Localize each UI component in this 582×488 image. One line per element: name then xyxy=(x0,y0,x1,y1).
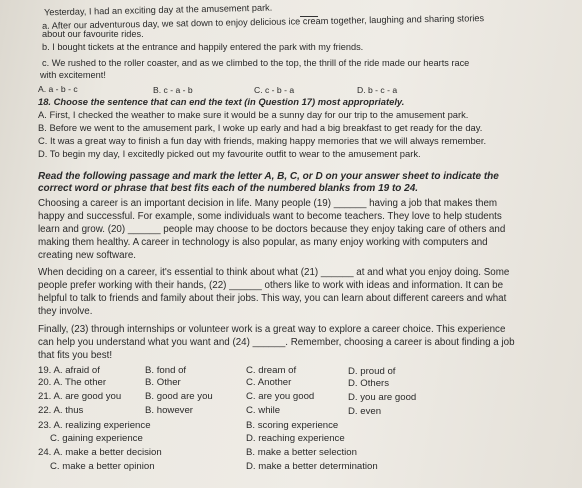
q23-option-d: D. reaching experience xyxy=(246,433,345,444)
q20-option-d: D. Others xyxy=(348,378,390,389)
passage-line-3: learn and grow. (20) ______ people may choose to be doctors because they enjoy taking care of others and xyxy=(38,224,506,235)
q21-option-d: D. you are good xyxy=(348,392,417,403)
q21-option-a: 21. A. are good you xyxy=(38,391,122,402)
q23-option-a: 23. A. realizing experience xyxy=(38,420,151,431)
q21-option-b: B. good are you xyxy=(145,391,213,402)
passage-line-9: they involve. xyxy=(38,306,93,317)
passage-line-4: making them healthy. A career in technology is also popular, as many enjoy working with computers and xyxy=(38,237,488,248)
q19-option-a: 19. A. afraid of xyxy=(38,365,100,376)
q18-option-d: D. To begin my day, I excitedly picked out my favourite outfit to wear to the amusement park. xyxy=(38,148,421,159)
intro-line-6: with excitement! xyxy=(40,70,106,80)
q20-option-a: 20. A. The other xyxy=(38,377,107,388)
q17-option-a: A. a - b - c xyxy=(38,84,78,94)
q22-option-d: D. even xyxy=(348,406,382,417)
intro-line-2: a. After our adventurous day, we sat down to enjoy delicious ice cream together, laughing and sharing stories xyxy=(41,13,485,31)
passage-line-5: creating new software. xyxy=(38,250,137,261)
q17-option-b: B. c - a - b xyxy=(153,85,193,95)
intro-line-4: b. I bought tickets at the entrance and happily entered the park with my friends. xyxy=(42,42,364,52)
q24-option-d: D. make a better determination xyxy=(246,461,378,472)
passage-line-1: Choosing a career is an important decision in life. Many people (19) ______ having a job that makes them xyxy=(38,198,498,209)
q20-option-b: B. Other xyxy=(145,377,181,388)
q22-option-a: 22. A. thus xyxy=(38,405,84,416)
q22-option-b: B. however xyxy=(145,405,193,416)
q19-option-c: C. dream of xyxy=(246,365,297,376)
passage-line-10: Finally, (23) through internships or volunteer work is a great way to explore a career choice. This experience xyxy=(38,324,506,335)
intro-line-3: about our favourite rides. xyxy=(42,29,144,39)
instruction-line-1: Read the following passage and mark the letter A, B, C, or D on your answer sheet to indicate the xyxy=(38,171,499,182)
passage-line-6: When deciding on a career, it's essential to think about what (21) ______ at and what you enjoy doing. Some xyxy=(38,267,510,278)
q19-option-b: B. fond of xyxy=(145,365,187,376)
q21-option-c: C. are you good xyxy=(246,391,315,402)
q18-option-c: C. It was a great way to finish a fun day with friends, making happy memories that we will always remember. xyxy=(38,135,487,146)
intro-line-5: c. We rushed to the roller coaster, and as we climbed to the top, the thrill of the ride made our hearts race xyxy=(42,58,470,68)
q22-option-c: C. while xyxy=(246,405,281,416)
q18-option-a: A. First, I checked the weather to make sure it would be a sunny day for our trip to the amusement park. xyxy=(38,109,469,120)
passage-line-12: that fits you best! xyxy=(38,350,113,361)
q19-option-d: D. proud of xyxy=(348,366,396,377)
q23-option-c: C. gaining experience xyxy=(50,433,143,444)
passage-line-2: happy and successful. For example, some individuals want to become teachers. They love to help students xyxy=(38,211,502,222)
instruction-line-2: correct word or phrase that best fits each of the numbered blanks from 19 to 24. xyxy=(38,183,419,194)
passage-line-8: helpful to talk to friends and family about their jobs. This way, you can learn about different careers and what xyxy=(38,293,507,304)
q18-option-b: B. Before we went to the amusement park, I woke up early and had a big breakfast to get ready for the day. xyxy=(38,122,483,133)
intro-line-1: Yesterday, I had an exciting day at the amusement park. xyxy=(43,2,273,18)
q17-option-c: C. c - b - a xyxy=(254,85,295,95)
q20-option-c: C. Another xyxy=(246,377,292,388)
q17-option-d: D. b - c - a xyxy=(357,85,398,95)
q24-option-a: 24. A. make a better decision xyxy=(38,447,162,458)
q24-option-b: B. make a better selection xyxy=(246,447,357,458)
q18-stem: 18. Choose the sentence that can end the text (in Question 17) most appropriately. xyxy=(38,96,405,107)
passage-line-11: can help you understand what you want and (24) ______. Remember, choosing a career is about finding a job xyxy=(38,337,515,348)
q24-option-c: C. make a better opinion xyxy=(50,461,155,472)
q23-option-b: B. scoring experience xyxy=(246,420,339,431)
passage-line-7: people prefer working with their hands, (22) ______ others like to work with ideas and information. It can be xyxy=(38,280,504,291)
